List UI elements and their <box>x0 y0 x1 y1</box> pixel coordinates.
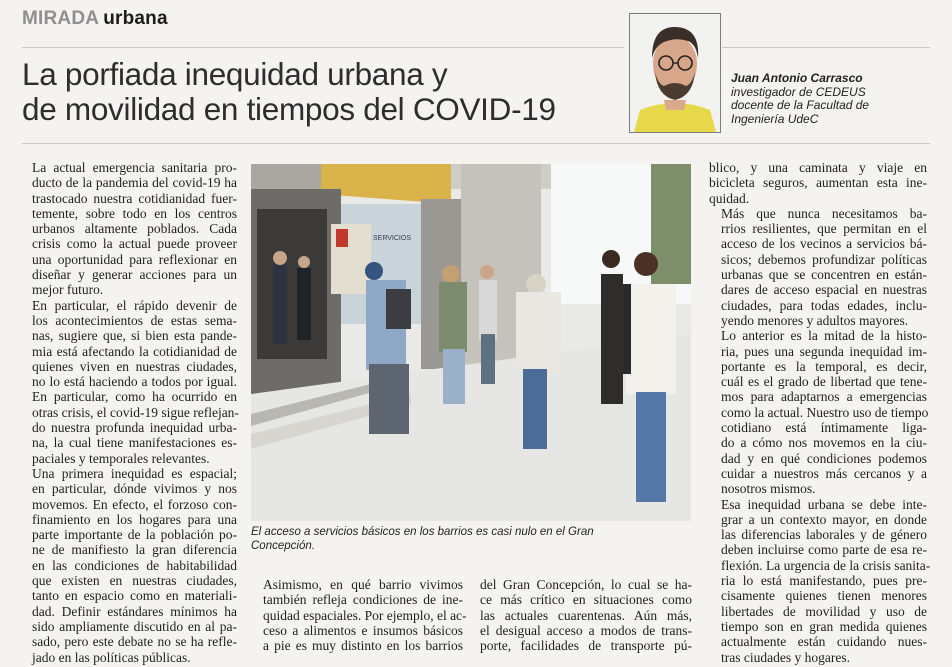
paragraph <box>251 577 467 654</box>
text-line: en las condiciones de habitabilidad <box>32 557 237 573</box>
article-column-2 <box>251 577 467 654</box>
text-line: no lo está haciendo a todos por igual. <box>32 374 237 390</box>
text-line: Más que nunca necesitamos ba- <box>721 205 927 221</box>
paragraph <box>20 466 237 665</box>
text-line: Lo anterior es la mitad de la histo- <box>721 328 927 344</box>
text-line: finamiento en los hogares para una <box>32 511 237 527</box>
text-line: mejor futuro. <box>32 282 104 298</box>
text-line: en particular, dónde vivimos y nos <box>32 481 237 497</box>
text-line: una oportunidad para reflexionar en <box>32 251 237 267</box>
text-line: ria lo está manifestando, pues pre- <box>721 573 927 589</box>
text-line: En particular, el rápido devenir de <box>32 297 237 313</box>
text-line: En particular, como ha ocurrido en <box>32 389 237 405</box>
text-line: porte, facilidades de transporte pú- <box>480 638 692 654</box>
article-column-1 <box>20 160 237 665</box>
text-line: cotidiano está íntimamente liga- <box>721 420 927 436</box>
text-line: otras crisis, el covid-19 sigue reflejan- <box>32 404 239 420</box>
text-line: dares de acceso espacial en nuestras <box>721 282 927 298</box>
section-title <box>22 8 168 30</box>
text-line: que existen en nuestras ciudades, <box>32 573 237 589</box>
author-role-2: docente de la Facultad de <box>731 98 870 112</box>
text-line: trastocado nuestra cotidianidad fuer- <box>32 190 237 206</box>
paragraph <box>709 206 927 328</box>
text-line: dad. Definir estándares mínimos ha <box>32 603 237 619</box>
svg-text:SERVICIOS: SERVICIOS <box>373 235 411 242</box>
text-line: los acontecimientos de estas sema- <box>32 312 237 328</box>
caption-line-2: Concepción. <box>251 539 315 552</box>
text-line: urbanos altamente poblados. Cada <box>32 221 237 237</box>
text-line: portante es la temporal, es decir, <box>721 358 927 374</box>
text-line: nas, sugiere que, si bien esta pande- <box>32 328 237 344</box>
text-line: parte importante de la población po- <box>32 527 237 543</box>
text-line: Una primera inequidad es espacial; <box>32 465 237 481</box>
paragraph <box>20 298 237 466</box>
text-line: grar a un contexto mayor, en donde <box>721 511 927 527</box>
text-line: jado en las políticas públicas. <box>32 649 191 665</box>
text-line: libertades de movilidad y uso de <box>721 603 927 619</box>
text-line: quienes viven en nuestras ciudades, <box>32 358 237 374</box>
text-line: mia está afectando la cotidianidad de <box>32 343 237 359</box>
text-line: quidad espaciales. Por ejemplo, el ac- <box>263 607 467 623</box>
text-line: del Gran Concepción, lo cual se ha- <box>480 577 692 592</box>
headline <box>22 57 622 127</box>
text-line: sido ampliamente discutido en al pa- <box>32 618 237 634</box>
paragraph <box>709 160 927 206</box>
article-column-4 <box>709 160 931 665</box>
text-line: tiempo son en gran medida quienes <box>721 618 927 634</box>
text-line: movemos. En efecto, el forzoso con- <box>32 496 237 512</box>
text-line: La actual emergencia sanitaria pro- <box>32 160 237 175</box>
text-line: urbanas que se concentren en están- <box>721 267 927 283</box>
text-line: nosotros mismos. <box>721 481 816 497</box>
text-line: sado, pero este debate no se ha refle- <box>32 634 237 650</box>
author-credit <box>731 72 869 126</box>
section-title-part2: urbana <box>103 8 168 29</box>
text-line: do a cómo nos movemos en la ciu- <box>721 435 927 451</box>
paragraph <box>709 328 927 496</box>
text-line: paciales y temporales relevantes. <box>32 450 210 466</box>
text-line: diseñar y generar acciones para un <box>32 267 237 283</box>
author-photo <box>629 13 721 133</box>
article-column-3 <box>480 577 692 653</box>
text-line: yendo menores y adultos mayores. <box>721 312 909 328</box>
text-line: ceso a alimentos e insumos básicos <box>263 622 463 638</box>
text-line: do nuestra profunda inequidad urba- <box>32 420 237 436</box>
text-line: ciudades, para todas edades, inclu- <box>721 297 927 313</box>
text-line: sicos; debemos profundizar políticas <box>721 251 927 267</box>
text-line: cisamente quienes tienen menores <box>721 588 927 604</box>
text-line: cuidar a nuestros más cercanos y a <box>721 465 927 481</box>
headline-line-1: La porfiada inequidad urbana y <box>22 56 448 92</box>
paragraph <box>709 496 931 665</box>
paragraph <box>20 160 237 298</box>
section-title-part1: MIRADA <box>22 8 100 29</box>
text-line: tanto en espacio como en materiali- <box>32 588 237 604</box>
article-photo <box>251 164 691 521</box>
text-line: flexión. La urgencia de la crisis sanita- <box>721 557 931 573</box>
headline-line-2: de movilidad en tiempos del COVID-19 <box>22 91 556 127</box>
text-line: ne de manifiesto la gran diferencia <box>32 542 237 558</box>
text-line: dad y en qué condiciones podemos <box>721 450 927 466</box>
headline-rule <box>22 143 930 144</box>
text-line: mos para adaptarnos a emergencias <box>721 389 927 405</box>
text-line: a pie es muy distinto en los barrios <box>263 638 463 654</box>
author-portrait-icon <box>630 14 720 132</box>
text-line: como la actual. Nuestro uso de tiempo <box>721 404 929 420</box>
text-line: ria, pues una segunda inequidad im- <box>721 343 927 359</box>
text-line: las diferencias laborales y de género <box>721 527 927 543</box>
street-scene-photo-icon <box>251 164 691 521</box>
text-line: temente, sobre todo en los centros <box>32 205 237 221</box>
text-line: Asimismo, en qué barrio vivimos <box>263 577 463 592</box>
text-line: cuál es el grado de libertad que tene- <box>721 374 927 390</box>
text-line: deben incluirse como parte de esa re- <box>721 542 927 558</box>
text-line: quidad. <box>709 190 750 206</box>
text-line: también refleja condiciones de ine- <box>263 592 463 608</box>
text-line: rrios resilientes, que permitan en el <box>721 221 927 237</box>
author-role-3: Ingeniería UdeC <box>731 111 819 126</box>
caption-line-1: El acceso a servicios básicos en los barrios es casi nulo en el Gran <box>251 526 594 538</box>
text-line: crisis como la actual puede proveer <box>32 236 237 252</box>
header-rule-right <box>722 47 930 48</box>
photo-caption <box>251 526 691 553</box>
text-line: ce más crítico en situaciones como <box>480 592 692 608</box>
text-line: tras ciudades y hogares. <box>721 649 850 665</box>
author-name: Juan Antonio Carrasco <box>731 71 863 85</box>
text-line: bicicleta seguros, aumentan esta ine- <box>709 175 927 191</box>
text-line: na, la cual tiene manifestaciones es- <box>32 435 237 451</box>
text-line: las actuales cuarentenas. Aún más, <box>480 607 692 623</box>
text-line: actualmente están cuidando nues- <box>721 634 927 650</box>
text-line: Esa inequidad urbana se debe inte- <box>721 496 927 512</box>
text-line: acceso de los vecinos a servicios bá- <box>721 236 927 252</box>
header-rule <box>22 47 624 48</box>
text-line: el desigual acceso a modos de trans- <box>480 622 692 638</box>
paragraph <box>480 577 692 653</box>
author-role-1: investigador de CEDEUS <box>731 84 866 99</box>
text-line: ducto de la pandemia del covid-19 ha <box>32 175 237 191</box>
text-line: blico, y una caminata y viaje en <box>709 160 927 175</box>
